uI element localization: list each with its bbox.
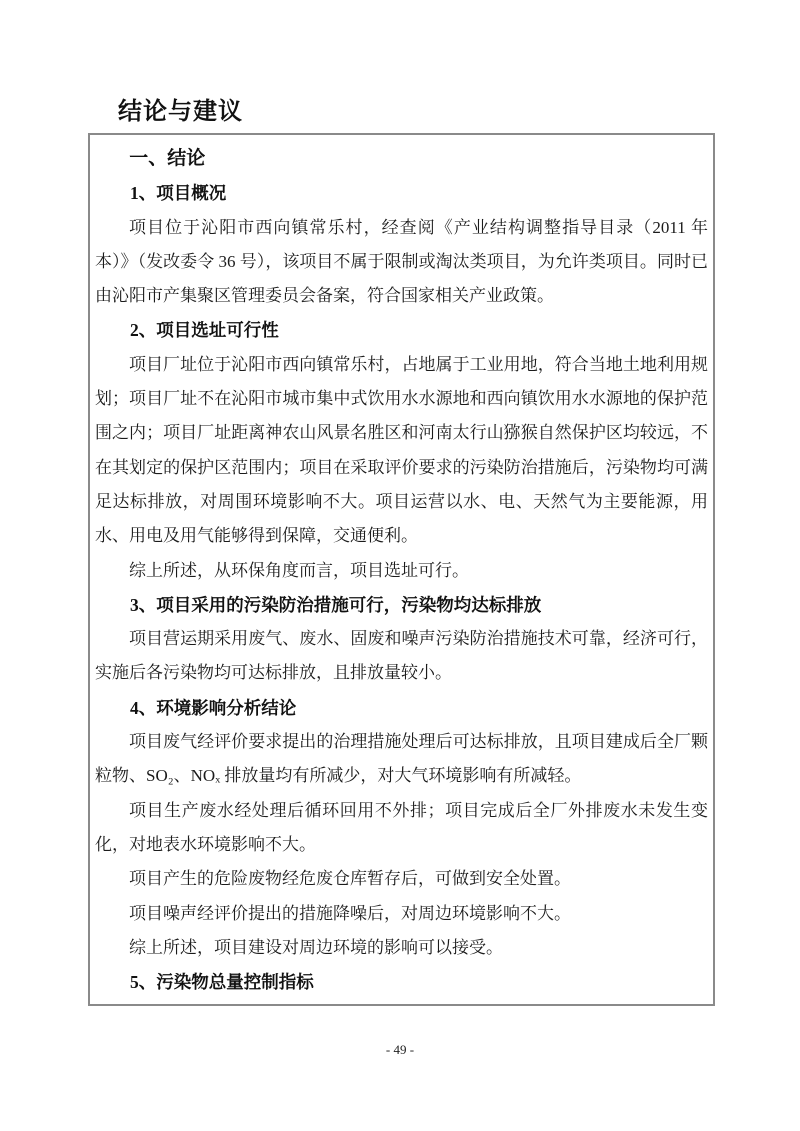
heading-project-overview: 1、项目概况 xyxy=(130,183,227,204)
page-title: 结论与建议 xyxy=(118,98,243,125)
paragraph-noise-impact: 项目噪声经评价提出的措施降噪后，对周边环境影响不大。 xyxy=(129,903,571,923)
heading-impact-analysis: 4、环境影响分析结论 xyxy=(130,697,297,718)
heading-total-emission-control: 5、污染物总量控制指标 xyxy=(130,972,314,993)
heading-site-feasibility: 2、项目选址可行性 xyxy=(130,320,279,341)
content-box xyxy=(88,133,715,1006)
paragraph-hazardous-waste: 项目产生的危险废物经危废仓库暂存后，可做到安全处置。 xyxy=(129,869,571,889)
paragraph-site-feasibility: 项目厂址位于沁阳市西向镇常乐村，占地属于工业用地，符合当地土地利用规划；项目厂址不在沁阳市城市集中式饮用水水源地和西向镇饮用水水源地的保护范围之内；项目厂址距离神农山风景名胜区和河南太行山猕猴自然保护区均较远，不在其划定的保护区范围内；项目在采取评价要求的污染防治措施后，污染物均可满足达标排放，对周围环境影响不大。项目运营以水、电、天然气为主要能源，用水、用电及用气能够得到保障，交通便利。 xyxy=(95,354,708,546)
paragraph-pollution-control: 项目营运期采用废气、废水、固废和噪声污染防治措施技术可靠，经济可行，实施后各污染物均可达标排放，且排放量较小。 xyxy=(95,629,708,683)
paragraph-project-overview: 项目位于沁阳市西向镇常乐村，经查阅《产业结构调整指导目录（2011 年本）》（发改委令 36 号），该项目不属于限制或淘汰类项目，为允许类项目。同时已由沁阳市产集聚区管理委员会备案，符合国家相关产业政策。 xyxy=(95,217,708,306)
paragraph-site-summary: 综上所述，从环保角度而言，项目选址可行。 xyxy=(129,560,469,580)
page-number: - 49 - xyxy=(385,1042,415,1057)
paragraph-air-impact: 项目废气经评价要求提出的治理措施处理后可达标排放，且项目建成后全厂颗粒物、SO₂、NOₓ 排放量均有所减少，对大气环境影响有所减轻。 xyxy=(95,732,708,786)
paragraph-wastewater-impact: 项目生产废水经处理后循环回用不外排；项目完成后全厂外排废水未发生变化，对地表水环境影响不大。 xyxy=(95,800,708,854)
section-heading-conclusion: 一、结论 xyxy=(129,148,206,169)
paragraph-impact-summary: 综上所述，项目建设对周边环境的影响可以接受。 xyxy=(129,937,503,957)
heading-pollution-control: 3、项目采用的污染防治措施可行，污染物均达标排放 xyxy=(130,594,542,615)
